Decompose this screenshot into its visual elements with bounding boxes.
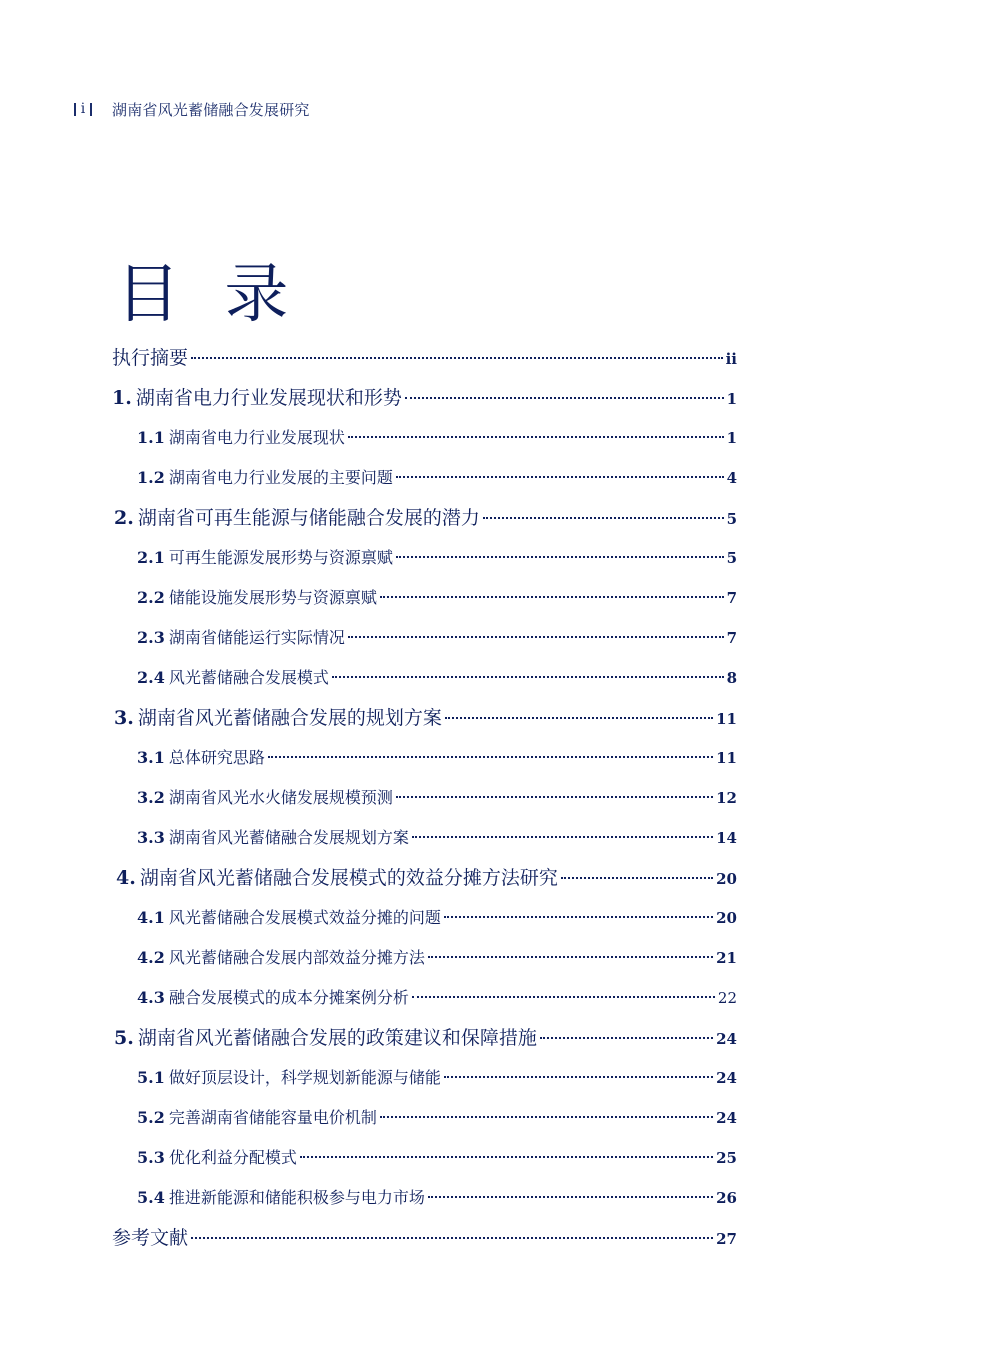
dot-leader bbox=[191, 357, 723, 359]
toc-entry-number: 5. bbox=[114, 1027, 134, 1049]
toc-entry[interactable] bbox=[137, 660, 737, 696]
toc-entry[interactable] bbox=[137, 620, 737, 656]
toc-entry-label: 湖南省风光蓄储融合发展模式的效益分摊方法研究 bbox=[139, 867, 558, 889]
toc-entry-page: 1 bbox=[726, 390, 737, 408]
toc-entry-label: 湖南省可再生能源与储能融合发展的潜力 bbox=[137, 507, 480, 529]
toc-entry[interactable] bbox=[137, 1100, 737, 1136]
toc-entry-number: 4.3 bbox=[137, 988, 165, 1007]
dot-leader bbox=[396, 556, 724, 558]
toc-entry-label: 推进新能源和储能积极参与电力市场 bbox=[168, 1188, 425, 1207]
toc-entry-label: 风光蓄储融合发展内部效益分摊方法 bbox=[168, 948, 425, 967]
toc-entry[interactable] bbox=[112, 380, 737, 416]
toc-entry[interactable] bbox=[137, 1180, 737, 1216]
dot-leader bbox=[540, 1037, 713, 1039]
toc-entry-label: 参考文献 bbox=[112, 1227, 189, 1249]
dot-leader bbox=[396, 796, 713, 798]
toc-entry[interactable] bbox=[137, 420, 737, 456]
toc-entry[interactable] bbox=[137, 1140, 737, 1176]
dot-leader bbox=[268, 756, 713, 758]
toc-entry-label: 做好顶层设计，科学规划新能源与储能 bbox=[168, 1068, 441, 1087]
toc-entry[interactable] bbox=[137, 940, 737, 976]
toc-entry[interactable] bbox=[137, 1060, 737, 1096]
toc-entry-label: 总体研究思路 bbox=[168, 748, 265, 767]
toc-entry-page: 7 bbox=[726, 589, 737, 607]
toc-entry-page: 20 bbox=[716, 870, 737, 888]
toc-entry[interactable] bbox=[116, 860, 737, 896]
toc-entry-page: 26 bbox=[716, 1189, 737, 1207]
toc-entry-page: ii bbox=[725, 350, 737, 368]
running-title: 湖南省风光蓄储融合发展研究 bbox=[112, 100, 310, 119]
toc-entry-page: 5 bbox=[726, 510, 737, 528]
toc-entry[interactable] bbox=[114, 500, 737, 536]
dot-leader bbox=[380, 1116, 713, 1118]
toc-entry-label: 湖南省电力行业发展的主要问题 bbox=[168, 468, 393, 487]
dot-leader bbox=[412, 836, 713, 838]
toc-entry-number: 5.1 bbox=[137, 1068, 165, 1087]
dot-leader bbox=[412, 996, 715, 998]
toc-entry-label: 湖南省储能运行实际情况 bbox=[168, 628, 345, 647]
toc-entry[interactable] bbox=[114, 700, 737, 736]
toc-entry-label: 风光蓄储融合发展模式 bbox=[168, 668, 329, 687]
toc-entry-number: 5.2 bbox=[137, 1108, 165, 1127]
toc-entry[interactable] bbox=[137, 900, 737, 936]
header-divider-right bbox=[90, 103, 92, 116]
toc-entry-label: 湖南省风光蓄储融合发展的规划方案 bbox=[137, 707, 442, 729]
toc-entry-label: 可再生能源发展形势与资源禀赋 bbox=[168, 548, 393, 567]
toc-entry-page: 21 bbox=[716, 949, 737, 967]
dot-leader bbox=[332, 676, 724, 678]
dot-leader bbox=[348, 436, 724, 438]
toc-entry-page: 24 bbox=[716, 1109, 737, 1127]
toc-entry-label: 湖南省电力行业发展现状和形势 bbox=[135, 387, 402, 409]
toc-entry-number: 5.4 bbox=[137, 1188, 165, 1207]
dot-leader bbox=[300, 1156, 713, 1158]
toc-entry-page: 25 bbox=[716, 1149, 737, 1167]
toc-entry-label: 湖南省风光水火储发展规模预测 bbox=[168, 788, 393, 807]
toc-entry-label: 储能设施发展形势与资源禀赋 bbox=[168, 588, 377, 607]
toc-entry-page: 5 bbox=[726, 549, 737, 567]
toc-entry-page: 12 bbox=[716, 789, 737, 807]
dot-leader bbox=[561, 877, 713, 879]
dot-leader bbox=[191, 1237, 713, 1239]
toc-entry[interactable] bbox=[112, 1220, 737, 1256]
dot-leader bbox=[483, 517, 724, 519]
toc-entry-page: 14 bbox=[716, 829, 737, 847]
toc-entry[interactable] bbox=[137, 580, 737, 616]
dot-leader bbox=[444, 1076, 713, 1078]
toc-entry-page: 22 bbox=[717, 989, 737, 1007]
toc-entry-number: 3.1 bbox=[137, 748, 165, 767]
toc-entry-page: 4 bbox=[726, 469, 737, 487]
page-title: 目 录 bbox=[116, 257, 301, 332]
toc-entry-number: 4.1 bbox=[137, 908, 165, 927]
toc-entry-number: 5.3 bbox=[137, 1148, 165, 1167]
toc-entry-number: 4. bbox=[116, 867, 136, 889]
dot-leader bbox=[444, 916, 713, 918]
toc-entry-page: 8 bbox=[726, 669, 737, 687]
dot-leader bbox=[428, 956, 713, 958]
toc-entry-page: 7 bbox=[726, 629, 737, 647]
dot-leader bbox=[405, 397, 724, 399]
toc-entry-number: 2. bbox=[114, 507, 134, 529]
toc-entry-number: 3.3 bbox=[137, 828, 165, 847]
toc-entry-label: 湖南省风光蓄储融合发展的政策建议和保障措施 bbox=[137, 1027, 537, 1049]
toc-entry[interactable] bbox=[112, 340, 737, 376]
dot-leader bbox=[428, 1196, 713, 1198]
toc-entry-label: 风光蓄储融合发展模式效益分摊的问题 bbox=[168, 908, 441, 927]
toc-entry-number: 1.2 bbox=[137, 468, 165, 487]
toc-entry[interactable] bbox=[137, 820, 737, 856]
toc-entry-label: 优化利益分配模式 bbox=[168, 1148, 297, 1167]
toc-entry-page: 1 bbox=[726, 429, 737, 447]
toc-entry-page: 24 bbox=[716, 1030, 737, 1048]
toc-entry-page: 20 bbox=[716, 909, 737, 927]
toc-entry-label: 完善湖南省储能容量电价机制 bbox=[168, 1108, 377, 1127]
toc-entry-page: 11 bbox=[716, 749, 737, 767]
running-header bbox=[74, 98, 310, 120]
toc-entry-number: 2.4 bbox=[137, 668, 165, 687]
dot-leader bbox=[348, 636, 724, 638]
toc-entry-label: 执行摘要 bbox=[112, 347, 189, 369]
toc-entry-label: 湖南省风光蓄储融合发展规划方案 bbox=[168, 828, 409, 847]
toc-entry-page: 27 bbox=[716, 1230, 737, 1248]
toc-entry-number: 2.1 bbox=[137, 548, 165, 567]
toc-entry-page: 24 bbox=[716, 1069, 737, 1087]
toc-entry-number: 2.2 bbox=[137, 588, 165, 607]
page-number: i bbox=[80, 101, 86, 117]
dot-leader bbox=[445, 717, 713, 719]
dot-leader bbox=[380, 596, 724, 598]
toc-entry-number: 1. bbox=[112, 387, 132, 409]
toc-entry[interactable] bbox=[114, 1020, 737, 1056]
toc-entry[interactable] bbox=[137, 740, 737, 776]
toc-entry-number: 3.2 bbox=[137, 788, 165, 807]
toc-entry-label: 融合发展模式的成本分摊案例分析 bbox=[168, 988, 409, 1007]
toc-entry[interactable] bbox=[137, 540, 737, 576]
dot-leader bbox=[396, 476, 724, 478]
toc-entry-page: 11 bbox=[716, 710, 737, 728]
toc-entry-number: 4.2 bbox=[137, 948, 165, 967]
toc-entry-number: 3. bbox=[114, 707, 134, 729]
toc-entry-number: 2.3 bbox=[137, 628, 165, 647]
toc-entry[interactable] bbox=[137, 460, 737, 496]
toc-entry-number: 1.1 bbox=[137, 428, 165, 447]
toc-entry[interactable] bbox=[137, 780, 737, 816]
toc-entry[interactable] bbox=[137, 980, 737, 1016]
toc-entry-label: 湖南省电力行业发展现状 bbox=[168, 428, 345, 447]
